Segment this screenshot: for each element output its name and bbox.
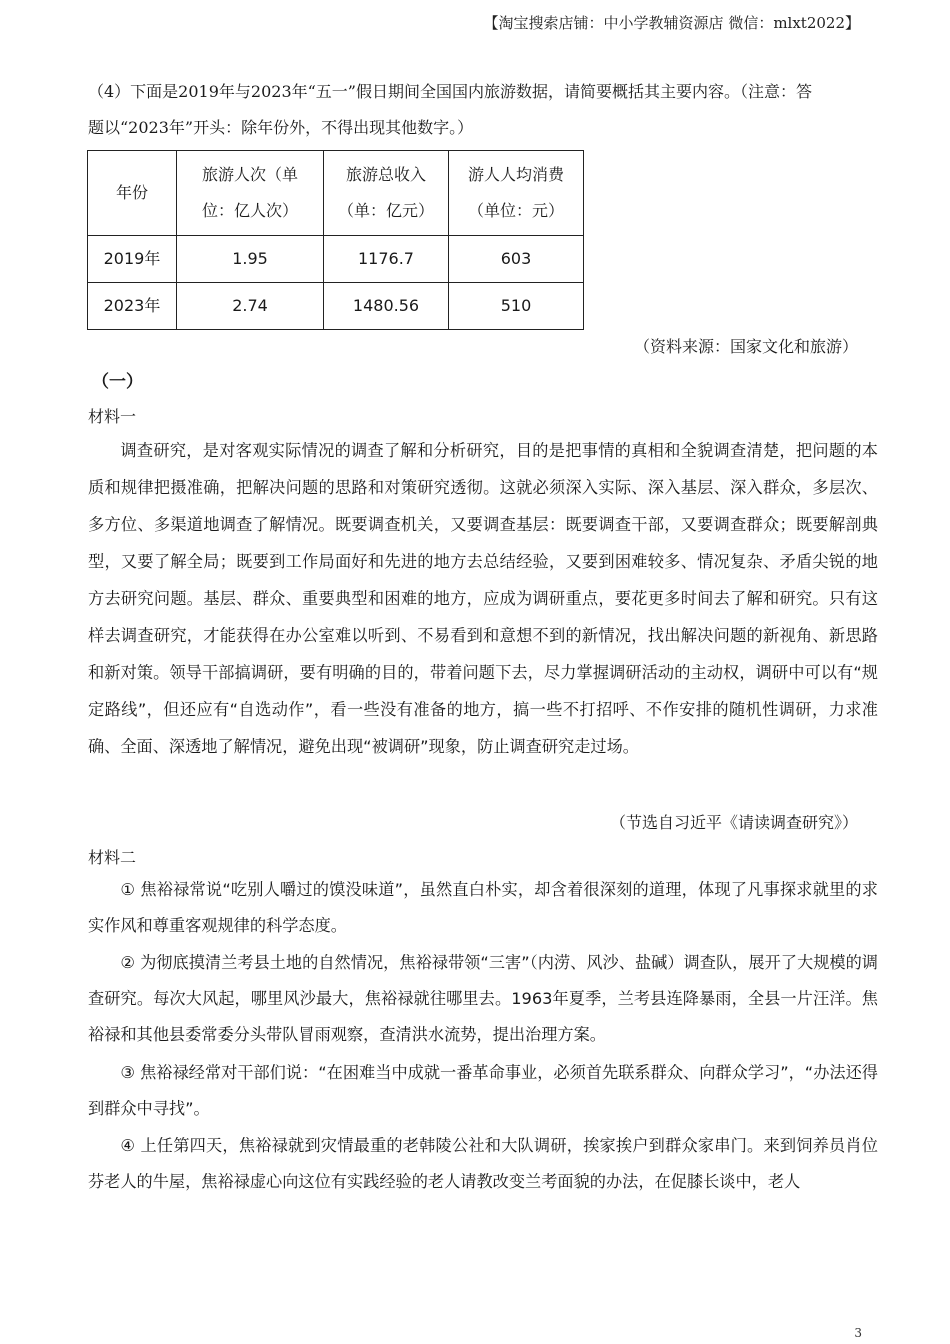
- cell-spend: 603: [449, 236, 584, 283]
- header-revenue-line1: 旅游总收入: [345, 165, 426, 184]
- header-spend: [449, 151, 584, 236]
- question-line-1: （4）下面是2019年与2023年“五一”假日期间全国国内旅游数据，请简要概括其主要内容。（注意：答: [88, 82, 812, 101]
- material-2-item-3: ③ 焦裕禄经常对干部们说：“在困难当中成就一番革命事业，必须首先联系群众、向群众学习”，“办法还得到群众中寻找”。: [88, 1063, 878, 1118]
- cell-visits: 1.95: [177, 236, 324, 283]
- table-row: [88, 283, 584, 330]
- material-2-item-2: ② 为彻底摸清兰考县土地的自然情况，焦裕禄带领“三害”（内涝、风沙、盐碱）调查队，展开了大规模的调查研究。每次大风起，哪里风沙最大，焦裕禄就往哪里去。1963年夏季，兰考县连降暴雨，全县一片汪洋。焦裕禄和其他县委常委分头带队冒雨观察，查清洪水流势，提出治理方案。: [88, 953, 878, 1044]
- cell-spend: 510: [449, 283, 584, 330]
- header-spend-line2: （单位：元）: [467, 201, 564, 220]
- header-revenue: [324, 151, 449, 236]
- header-visits-line2: 位：亿人次）: [201, 201, 298, 220]
- header-spend-line1: 游人人均消费: [467, 165, 564, 184]
- table-header-row: [88, 151, 584, 236]
- question-line-2: 题以“2023年”开头：除年份外，不得出现其他数字。）: [88, 118, 474, 137]
- material-2-label: 材料二: [88, 848, 137, 867]
- data-source: （资料来源：国家文化和旅游）: [633, 337, 858, 356]
- material-1-label: 材料一: [88, 407, 137, 426]
- material-1-citation: （节选自习近平《请读调查研究》）: [609, 813, 858, 832]
- header-year: 年份: [88, 151, 177, 236]
- cell-visits: 2.74: [177, 283, 324, 330]
- material-2-item-4: ④ 上任第四天，焦裕禄就到灾情最重的老韩陵公社和大队调研，挨家挨户到群众家串门。来到饲养员肖位芬老人的牛屋，焦裕禄虚心向这位有实践经验的老人请教改变兰考面貌的办法，在促膝长谈中，老人: [88, 1136, 878, 1191]
- material-1-text: 调查研究，是对客观实际情况的调查了解和分析研究，目的是把事情的真相和全貌调查清楚，把问题的本质和规律把摄准确，把解决问题的思路和对策研究透彻。这就必须深入实际、深入基层、深入群众，多层次、多方位、多渠道地调查了解情况。既要调查机关，又要调查基层：既要调查干部，又要调查群众；既要解剖典型，又要了解全局；既要到工作局面好和先进的地方去总结经验，又要到困难较多、情况复杂、矛盾尖锐的地方去研究问题。基层、群众、重要典型和困难的地方，应成为调研重点，要花更多时间去了解和研究。只有这样去调查研究，才能获得在办公室难以听到、不易看到和意想不到的新情况，找出解决问题的新视角、新思路和新对策。领导干部搞调研，要有明确的目的，带着问题下去，尽力掌握调研活动的主动权，调研中可以有“规定路线”，但还应有“自选动作”，看一些没有准备的地方，搞一些不打招呼、不作安排的随机性调研，力求准确、全面、深透地了解情况，避免出现“被调研”现象，防止调查研究走过场。: [88, 441, 878, 756]
- header-visits: [177, 151, 324, 236]
- header-visits-line1: 旅游人次（单: [201, 165, 298, 184]
- table-row: [88, 236, 584, 283]
- cell-year: 2023年: [88, 283, 177, 330]
- cell-revenue: 1176.7: [324, 236, 449, 283]
- cell-revenue: 1480.56: [324, 283, 449, 330]
- header-revenue-line2: （单：亿元）: [337, 201, 434, 220]
- section-heading: （一）: [92, 372, 143, 392]
- page-header: 【淘宝搜索店铺：中小学教辅资源店 微信：mlxt2022】: [483, 14, 860, 32]
- material-2-item-1: ① 焦裕禄常说“吃别人嚼过的馍没味道”，虽然直白朴实，却含着很深刻的道理，体现了凡事探求就里的求实作风和尊重客观规律的科学态度。: [88, 880, 878, 935]
- page-number: 3: [854, 1326, 862, 1340]
- cell-year: 2019年: [88, 236, 177, 283]
- tourism-data-table: [87, 150, 584, 330]
